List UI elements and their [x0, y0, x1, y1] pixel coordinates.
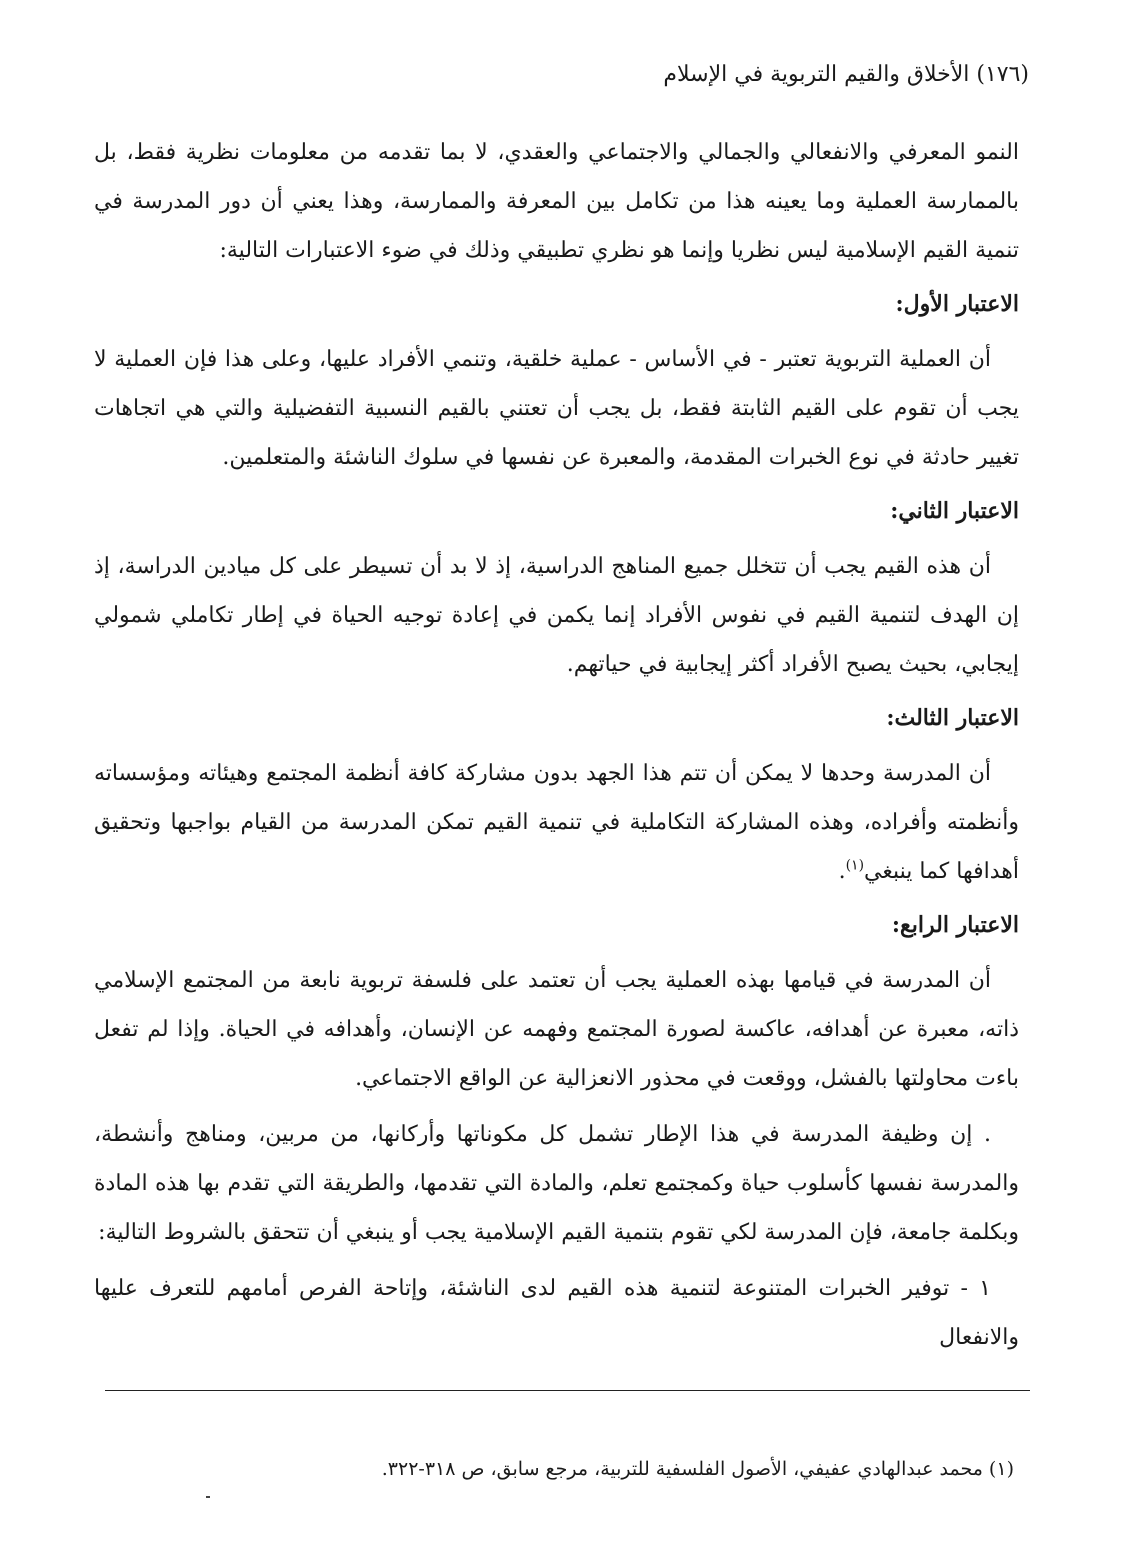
- fourth-consideration-text: أن المدرسة في قيامها بهذه العملية يجب أن تعتمد على فلسفة تربوية نابعة من المجتمع الإسلامي ذاته، معبرة عن أهدافه، عاكسة لصورة المجتمع وفهمه عن الإنسان، وأهدافه في الحياة. وإذا لم تفعل باءت محاولتها بالفشل، ووقعت في محذور الانعزالية عن الواقع الاجتماعي.: [94, 968, 1019, 1091]
- first-consideration-heading: الاعتبار الأول:: [895, 291, 1019, 317]
- footnote: (١) محمد عبدالهادي عفيفي، الأصول الفلسفية للتربية، مرجع سابق، ص ٣١٨-٣٢٢.: [381, 1458, 1014, 1480]
- intro-paragraph: النمو المعرفي والانفعالي والجمالي والاجتماعي والعقدي، لا بما تقدمه من معلومات نظرية فقط، بل بالممارسة العملية وما يعينه هذا من تكامل بين المعرفة والممارسة، وهذا يعني أن دور المدرسة في تنمية القيم الإسلامية ليس نظريا وإنما هو نظري تطبيقي وذلك في ضوء الاعتبارات التالية:: [94, 140, 1019, 263]
- footnote-reference[interactable]: (١): [845, 857, 865, 874]
- third-consideration-text: أن المدرسة وحدها لا يمكن أن تتم هذا الجهد بدون مشاركة كافة أنظمة المجتمع وهيئاته ومؤسساته وأنظمته وأفراده، وهذه المشاركة التكاملية في تنمية القيم تمكن المدرسة من القيام بواجبها وتحقيق أهدافها كما ينبغي: [94, 761, 1019, 884]
- school-function-paragraph: . إن وظيفة المدرسة في هذا الإطار تشمل كل مكوناتها وأركانها، من مربين، ومناهج وأنشطة، والمدرسة نفسها كأسلوب حياة وكمجتمع تعلم، والمادة التي تقدمها، والطريقة التي تقدم بها هذه المادة وبكلمة جامعة، فإن المدرسة لكي تقوم بتنمية القيم الإسلامية يجب أو ينبغي أن تتحقق بالشروط التالية:: [94, 1122, 1019, 1245]
- scan-speck: [206, 1496, 210, 1498]
- footnote-divider: [105, 1390, 1030, 1391]
- third-consideration-end: .: [838, 859, 846, 884]
- second-consideration-heading: الاعتبار الثاني:: [890, 498, 1019, 524]
- second-consideration-text: أن هذه القيم يجب أن تتخلل جميع المناهج الدراسية، إذ لا بد أن تسيطر على كل ميادين الدراسة، إذ إن الهدف لتنمية القيم في نفوس الأفراد إنما يكمن في إعادة توجيه الحياة في إطار تكاملي شمولي إيجابي، بحيث يصبح الأفراد أكثر إيجابية في حياتهم.: [94, 554, 1019, 677]
- condition-1-text: ١ - توفير الخبرات المتنوعة لتنمية هذه القيم لدى الناشئة، وإتاحة الفرص أمامهم للتعرف عليها والانفعال: [94, 1276, 1019, 1350]
- first-consideration-text: أن العملية التربوية تعتبر - في الأساس - عملية خلقية، وتنمي الأفراد عليها، وعلى هذا فإن العملية لا يجب أن تقوم على القيم الثابتة فقط، بل يجب أن تعتني بالقيم النسبية التفضيلية والتي هي اتجاهات تغيير حادثة في نوع الخبرات المقدمة، والمعبرة عن نفسها في سلوك الناشئة والمتعلمين.: [94, 347, 1019, 470]
- fourth-consideration-heading: الاعتبار الرابع:: [891, 912, 1019, 938]
- main-text: [94, 128, 1019, 1369]
- running-header: (١٧٦) الأخلاق والقيم التربوية في الإسلام: [663, 62, 1029, 87]
- third-consideration-heading: الاعتبار الثالث:: [886, 705, 1019, 731]
- third-consideration-paragraph: [94, 749, 1019, 896]
